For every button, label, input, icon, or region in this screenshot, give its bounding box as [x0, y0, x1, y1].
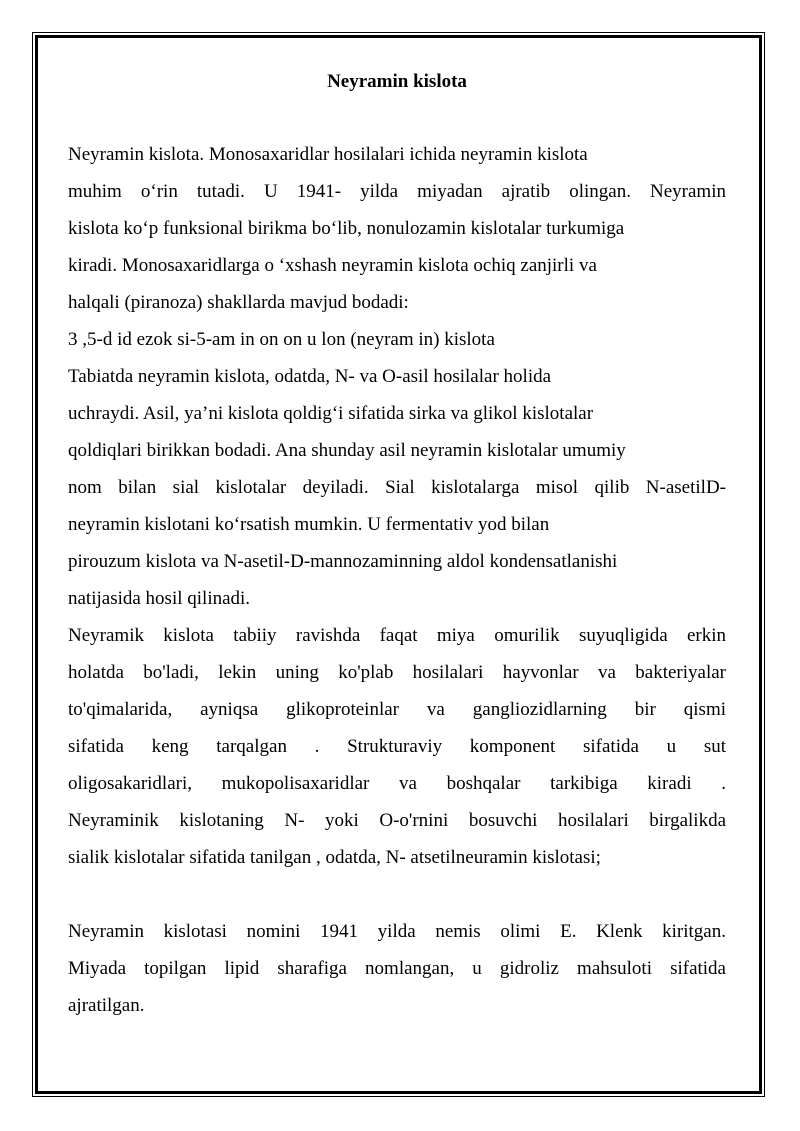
document-title: Neyramin kislota	[327, 71, 467, 92]
text-line: sialik kislotalar sifatida tanilgan , odatda, N- atsetilneuramin kislotasi;	[68, 847, 601, 868]
document-body	[68, 64, 726, 1024]
text-line: halqali (piranoza) shakllarda mavjud bodadi:	[68, 292, 409, 313]
text-line: holatda bo'ladi, lekin uning ko'plab hosilalari hayvonlar va bakteriyalar	[68, 662, 726, 683]
text-line: Tabiatda neyramin kislota, odatda, N- va O-asil hosilalar holida	[68, 366, 552, 387]
text-line: uchraydi. Asil, ya’ni kislota qoldig‘i sifatida sirka va glikol kislotalar	[68, 403, 594, 424]
text-line: qoldiqlari birikkan bodadi. Ana shunday asil neyramin kislotalar umumiy	[68, 440, 626, 461]
text-line: pirouzum kislota va N-asetil-D-mannozaminning aldol kondensatlanishi	[68, 551, 618, 572]
text-line: Neyramik kislota tabiiy ravishda faqat miya omurilik suyuqligida erkin	[68, 625, 726, 646]
text-line: Neyramin kislotasi nomini 1941 yilda nemis olimi E. Klenk kiritgan.	[68, 921, 726, 942]
text-line: oligosakaridlari, mukopolisaxaridlar va boshqalar tarkibiga kiradi .	[68, 773, 726, 794]
text-line: Miyada topilgan lipid sharafiga nomlangan, u gidroliz mahsuloti sifatida	[68, 958, 726, 979]
text-line: kiradi. Monosaxaridlarga o ‘xshash neyramin kislota ochiq zanjirli va	[68, 255, 597, 276]
text-line: 3 ,5-d id ezok si-5-am in on on u lon (neyram in) kislota	[68, 329, 495, 350]
text-line: Neyramin kislota. Monosaxaridlar hosilalari ichida neyramin kislota	[68, 144, 588, 165]
text-line: ajratilgan.	[68, 995, 145, 1016]
document-text	[68, 136, 726, 1024]
text-line: neyramin kislotani ko‘rsatish mumkin. U fermentativ yod bilan	[68, 514, 550, 535]
text-line: natijasida hosil qilinadi.	[68, 588, 251, 609]
title-spacer	[68, 100, 726, 136]
blank-line	[68, 876, 726, 913]
text-line: nom bilan sial kislotalar deyiladi. Sial kislotalarga misol qilib N-asetilD-	[68, 477, 726, 498]
text-line: muhim o‘rin tutadi. U 1941- yilda miyadan ajratib olingan. Neyramin	[68, 181, 726, 202]
text-line: Neyraminik kislotaning N- yoki O-o'rnini bosuvchi hosilalari birgalikda	[68, 810, 726, 831]
text-line: to'qimalarida, ayniqsa glikoproteinlar va gangliozidlarning bir qismi	[68, 699, 726, 720]
text-line: sifatida keng tarqalgan . Strukturaviy komponent sifatida u sut	[68, 736, 726, 757]
text-line: kislota ko‘p funksional birikma bo‘lib, nonulozamin kislotalar turkumiga	[68, 218, 625, 239]
